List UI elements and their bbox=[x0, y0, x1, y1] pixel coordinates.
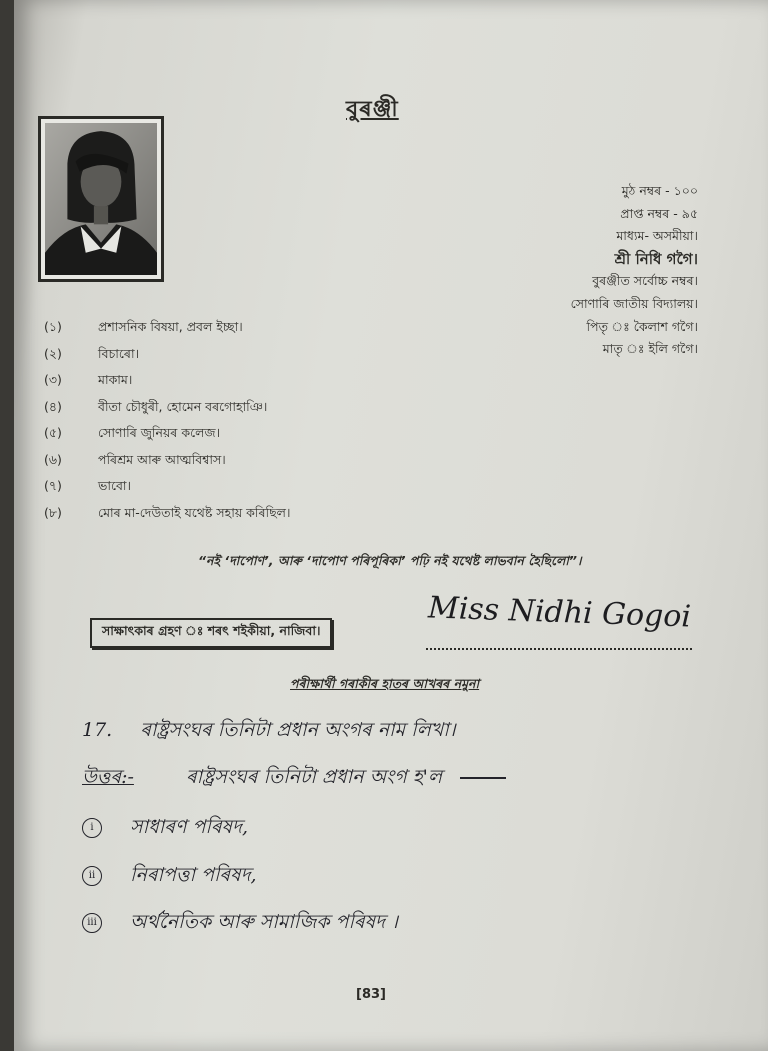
item-number-circle: i bbox=[82, 818, 102, 838]
handwriting-sample-title: পৰীক্ষাৰ্থী গৰাকীৰ হাতৰ আখৰৰ নমুনা bbox=[290, 676, 480, 691]
list-item: (৩) মাকাম। bbox=[44, 372, 133, 387]
list-item: (৬) পৰিশ্ৰম আৰু আত্মবিশ্বাস। bbox=[44, 451, 226, 467]
page-title: বুৰঞ্জী bbox=[346, 97, 399, 122]
handwritten-item: ii নিৰাপত্তা পৰিষদ, bbox=[82, 861, 257, 893]
interview-credit: সাক্ষাৎকাৰ গ্ৰহণ ঃ শৰৎ শইকীয়া, নাজিবা। bbox=[90, 618, 332, 648]
student-quote: “নই ‘দাপোণ’, আৰু ‘দাপোণ পৰিপূৰিকা’ পঢ়ি নই যথেষ্ট লাভবান হৈছিলো”। bbox=[198, 553, 582, 568]
student-info bbox=[571, 180, 698, 361]
item-number-circle: iii bbox=[82, 913, 102, 933]
answer-intro-text: ৰাষ্ট্ৰসংঘৰ তিনিটা প্ৰধান অংগ হ'ল bbox=[185, 766, 443, 788]
page-number: [83] bbox=[356, 987, 386, 1002]
question-text: ৰাষ্ট্ৰসংঘৰ তিনিটা প্ৰধান অংগৰ নাম লিখা। bbox=[140, 719, 456, 741]
mother-name: মাতৃ ঃ ইলি গগৈ। bbox=[602, 341, 698, 357]
answer-list bbox=[44, 319, 290, 531]
list-item: (৭) ভাবো। bbox=[44, 478, 132, 493]
handwritten-item: iii অৰ্থনৈতিক আৰু সামাজিক পৰিষদ । bbox=[82, 908, 398, 940]
handwritten-item: i সাধাৰণ পৰিষদ, bbox=[82, 813, 248, 845]
magazine-page bbox=[14, 0, 768, 1051]
student-name: শ্ৰী নিধি গগৈ। bbox=[614, 249, 698, 268]
handwritten-question bbox=[82, 716, 456, 748]
obtained-marks: প্ৰাপ্ত নম্বৰ - ৯৫ bbox=[620, 205, 698, 221]
item-number-circle: ii bbox=[82, 866, 102, 886]
student-photo bbox=[38, 116, 164, 282]
answer-label: উত্তৰ:- bbox=[82, 766, 134, 788]
father-name: পিতৃ ঃ কৈলাশ গগৈ। bbox=[586, 318, 698, 334]
handwritten-answer-intro bbox=[82, 763, 506, 795]
list-item: (৮) মোৰ মা-দেউতাই যথেষ্ট সহায় কৰিছিল। bbox=[44, 504, 291, 520]
dash-mark bbox=[460, 777, 506, 779]
portrait-image bbox=[45, 123, 157, 275]
signature-line bbox=[426, 648, 692, 650]
question-number: 17. bbox=[82, 719, 113, 741]
medium: মাধ্যম- অসমীয়া। bbox=[616, 228, 698, 244]
list-item: (২) বিচাৰো। bbox=[44, 345, 140, 361]
list-item: (১) প্ৰশাসনিক বিষয়া, প্ৰবল ইচ্ছা। bbox=[44, 319, 243, 334]
school-name: সোণাৰি জাতীয় বিদ্যালয়। bbox=[570, 295, 698, 311]
signature: Miss Nidhi Gogoi bbox=[427, 590, 692, 635]
total-marks: মুঠ নম্বৰ - ১০০ bbox=[621, 183, 698, 198]
list-item: (৪) বীতা চৌধুৰী, হোমেন বৰগোহাঞি। bbox=[44, 398, 268, 414]
list-item: (৫) সোণাৰি জুনিয়ৰ কলেজ। bbox=[44, 425, 221, 440]
distinction: বুৰঞ্জীত সৰ্বোচ্চ নম্বৰ। bbox=[592, 273, 698, 289]
